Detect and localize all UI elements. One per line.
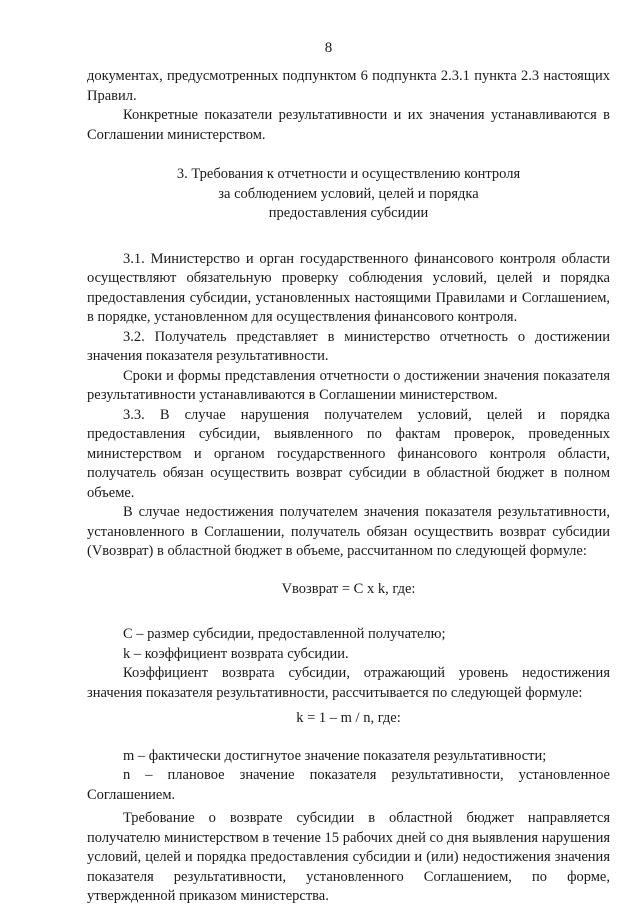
- paragraph-3-3-shortfall: В случае недостижения получателем значения показателя результативности, установленного в Соглашении, получатель обязан осуществить возврат субсидии (Vвозврат) в областной бюджет в объеме, рассчитанном по следующей формуле:: [87, 504, 610, 559]
- definition-m: m – фактически достигнутое значение показателя результативности;: [123, 747, 547, 764]
- paragraph-3-3: 3.3. В случае нарушения получателем условий, целей и порядка предоставления субсидии, выявленного по фактам проверок, проведенных министерством и органом государственного финансового контроля области, получатель обязан осуществить возврат субсидии в областной бюджет в полном объеме.: [87, 406, 610, 501]
- paragraph-indicators: Конкретные показатели результативности и их значения устанавливаются в Соглашении министерством.: [87, 107, 610, 143]
- section-title-line-3: предоставления субсидии: [268, 205, 429, 221]
- paragraph-3-1: 3.1. Министерство и орган государственного финансового контроля области осуществляют обязательную проверку соблюдения условий, целей и порядка предоставления субсидии, установленных настоящими Правилами и Соглашением, в порядке, установленном для осуществления финансового контроля.: [87, 250, 610, 325]
- formula-coefficient: k = 1 – m / n, где:: [296, 710, 401, 726]
- paragraph-return-requirement: Требование о возврате субсидии в областной бюджет направляется получателю министерством в течение 15 рабочих дней со дня выявления нарушения условий, целей и порядка предоставления субсидии и (или) недостижения значения показателя результативности, установленного Соглашением, по форме, утвержденной приказом министерства.: [87, 810, 610, 904]
- paragraph-3-2-terms: Сроки и формы представления отчетности о достижении значения показателя результативности устанавливаются в Соглашении министерством.: [87, 367, 610, 403]
- section-title: [87, 165, 610, 224]
- section-title-line-2: за соблюдением условий, целей и порядка: [218, 185, 479, 202]
- paragraph-3-2: 3.2. Получатель представляет в министерство отчетность о достижении значения показателя результативности.: [87, 328, 610, 364]
- definition-c: C – размер субсидии, предоставленной получателю;: [123, 626, 446, 642]
- page-number: 8: [324, 40, 333, 56]
- paragraph-coefficient: Коэффициент возврата субсидии, отражающий уровень недостижения значения показателя результативности, рассчитывается по следующей формуле:: [87, 665, 610, 701]
- definition-n: n – плановое значение показателя результативности, установленное Соглашением.: [87, 767, 610, 803]
- definition-k: k – коэффициент возврата субсидии.: [123, 645, 349, 662]
- paragraph-continuation: документах, предусмотренных подпунктом 6 подпункта 2.3.1 пункта 2.3 настоящих Правил.: [87, 68, 610, 104]
- section-title-line-1: 3. Требования к отчетности и осуществлению контроля: [176, 166, 521, 182]
- formula-return-volume: Vвозврат = C x k, где:: [281, 580, 416, 597]
